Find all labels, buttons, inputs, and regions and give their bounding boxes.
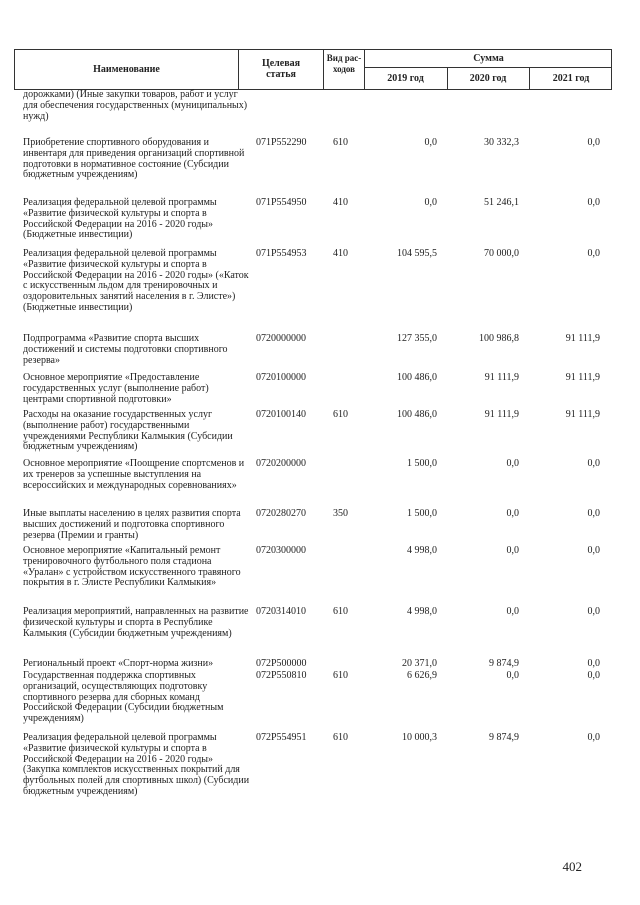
row-value-2021: 0,0: [587, 670, 600, 681]
row-value-2021: 91 111,9: [565, 372, 600, 383]
row-type: 410: [333, 197, 348, 208]
row-name: Региональный проект «Спорт-норма жизни»: [23, 658, 214, 669]
header-code: Целевая статья: [261, 58, 301, 80]
header-2020: 2020 год: [469, 73, 507, 84]
row-value-2020: 0,0: [506, 458, 519, 469]
row-name: Реализация федеральной целевой программы «Развитие физической культуры и спорта в Российской Федерации на 2016 - 2020 годы» (Закупка комплектов искусственных покрытий для футбольных полей для спортивных школ) (Субсидии бюджетным учреждениям): [23, 732, 250, 797]
row-value-2019: 127 355,0: [397, 333, 437, 344]
row-type: 610: [333, 409, 348, 420]
row-code: 072P554951: [256, 732, 307, 743]
row-value-2020: 30 332,3: [484, 137, 519, 148]
row-value-2020: 91 111,9: [484, 372, 519, 383]
row-value-2019: 1 500,0: [407, 508, 437, 519]
header-2021: 2021 год: [552, 73, 590, 84]
row-value-2019: 100 486,0: [397, 409, 437, 420]
row-type: 610: [333, 670, 348, 681]
row-name: Приобретение спортивного оборудования и инвентаря для приведения организаций спортивной подготовки в нормативное состояние (Субсидии бюджетным учреждениям): [23, 137, 245, 181]
row-value-2021: 0,0: [587, 197, 600, 208]
row-value-2021: 0,0: [587, 658, 600, 669]
row-code: 071P554953: [256, 248, 307, 259]
table-header: [14, 49, 612, 90]
row-value-2019: 0,0: [424, 197, 437, 208]
row-value-2020: 9 874,9: [489, 732, 519, 743]
header-sum: Сумма: [473, 53, 504, 64]
row-value-2019: 20 371,0: [402, 658, 437, 669]
row-value-2020: 0,0: [506, 606, 519, 617]
row-name: Иные выплаты населению в целях развития спорта высших достижений и подготовка спортивного резерва (Премии и гранты): [23, 508, 241, 541]
row-value-2019: 104 595,5: [397, 248, 437, 259]
row-code: 0720100140: [256, 409, 306, 420]
row-code: 072P500000: [256, 658, 307, 669]
row-value-2021: 91 111,9: [565, 409, 600, 420]
row-type: 350: [333, 508, 348, 519]
row-name: Расходы на оказание государственных услуг (выполнение работ) государственными учреждениями Республики Калмыкия (Субсидии бюджетным учреждениям): [23, 409, 233, 453]
row-code: 071P552290: [256, 137, 307, 148]
row-value-2019: 100 486,0: [397, 372, 437, 383]
row-value-2020: 51 246,1: [484, 197, 519, 208]
row-value-2019: 0,0: [424, 137, 437, 148]
row-code: 0720300000: [256, 545, 306, 556]
row-value-2019: 10 000,3: [402, 732, 437, 743]
row-type: 610: [333, 732, 348, 743]
row-value-2021: 0,0: [587, 732, 600, 743]
header-type: Вид рас-ходов: [326, 53, 362, 74]
row-value-2020: 9 874,9: [489, 658, 519, 669]
row-value-2020: 91 111,9: [484, 409, 519, 420]
row-value-2021: 0,0: [587, 137, 600, 148]
row-value-2021: 0,0: [587, 545, 600, 556]
row-name: Основное мероприятие «Поощрение спортсменов и их тренеров за успешные выступления на всероссийских и международных соревнованиях»: [23, 458, 245, 491]
row-name: Основное мероприятие «Предоставление государственных услуг (выполнение работ) центрами спортивной подготовки»: [23, 372, 209, 405]
header-divider: [323, 50, 324, 89]
row-type: 610: [333, 606, 348, 617]
row-code: 0720200000: [256, 458, 306, 469]
row-value-2021: 91 111,9: [565, 333, 600, 344]
row-value-2020: 70 000,0: [484, 248, 519, 259]
row-name: Подпрограмма «Развитие спорта высших достижений и системы подготовки спортивного резерва»: [23, 333, 228, 366]
row-name: Государственная поддержка спортивных организаций, осуществляющих подготовку спортивного резерва для сборных команд Российской Федерации (Субсидии бюджетным учреждениям): [23, 670, 224, 725]
row-name: дорожками) (Иные закупки товаров, работ и услуг для обеспечения государственных (муниципальных) нужд): [23, 89, 248, 122]
row-value-2020: 0,0: [506, 508, 519, 519]
row-code: 072P550810: [256, 670, 307, 681]
header-divider: [238, 50, 239, 89]
row-code: 071P554950: [256, 197, 307, 208]
page-number: 402: [562, 859, 582, 874]
row-code: 0720000000: [256, 333, 306, 344]
row-name: Реализация федеральной целевой программы «Развитие физической культуры и спорта в Российской Федерации на 2016 - 2020 годы» («Каток с искусственным льдом для тренировочных и оздоровительных занятий населения в г. Элисте») (Бюджетные инвестиции): [23, 248, 249, 313]
row-value-2019: 1 500,0: [407, 458, 437, 469]
row-value-2019: 4 998,0: [407, 606, 437, 617]
header-2019: 2019 год: [387, 73, 424, 84]
row-value-2020: 0,0: [506, 670, 519, 681]
row-value-2021: 0,0: [587, 606, 600, 617]
row-name: Основное мероприятие «Капитальный ремонт тренировочного футбольного поля стадиона «Уралан» с устройством искусственного травяного покрытия в г. Элисте Республики Калмыкия»: [23, 545, 241, 589]
row-code: 0720314010: [256, 606, 306, 617]
header-name: Наименование: [93, 64, 160, 75]
row-code: 0720100000: [256, 372, 306, 383]
row-code: 0720280270: [256, 508, 306, 519]
row-value-2019: 4 998,0: [407, 545, 437, 556]
row-value-2021: 0,0: [587, 248, 600, 259]
row-value-2020: 0,0: [506, 545, 519, 556]
row-type: 610: [333, 137, 348, 148]
row-value-2020: 100 986,8: [479, 333, 519, 344]
row-name: Реализация федеральной целевой программы «Развитие физической культуры и спорта в Российской Федерации на 2016 - 2020 годы» (Бюджетные инвестиции): [23, 197, 217, 241]
row-value-2019: 6 626,9: [407, 670, 437, 681]
row-type: 410: [333, 248, 348, 259]
header-divider: [364, 67, 611, 68]
row-value-2021: 0,0: [587, 458, 600, 469]
row-value-2021: 0,0: [587, 508, 600, 519]
row-name: Реализация мероприятий, направленных на развитие физической культуры и спорта в Республике Калмыкия (Субсидии бюджетным учреждениям): [23, 606, 249, 639]
